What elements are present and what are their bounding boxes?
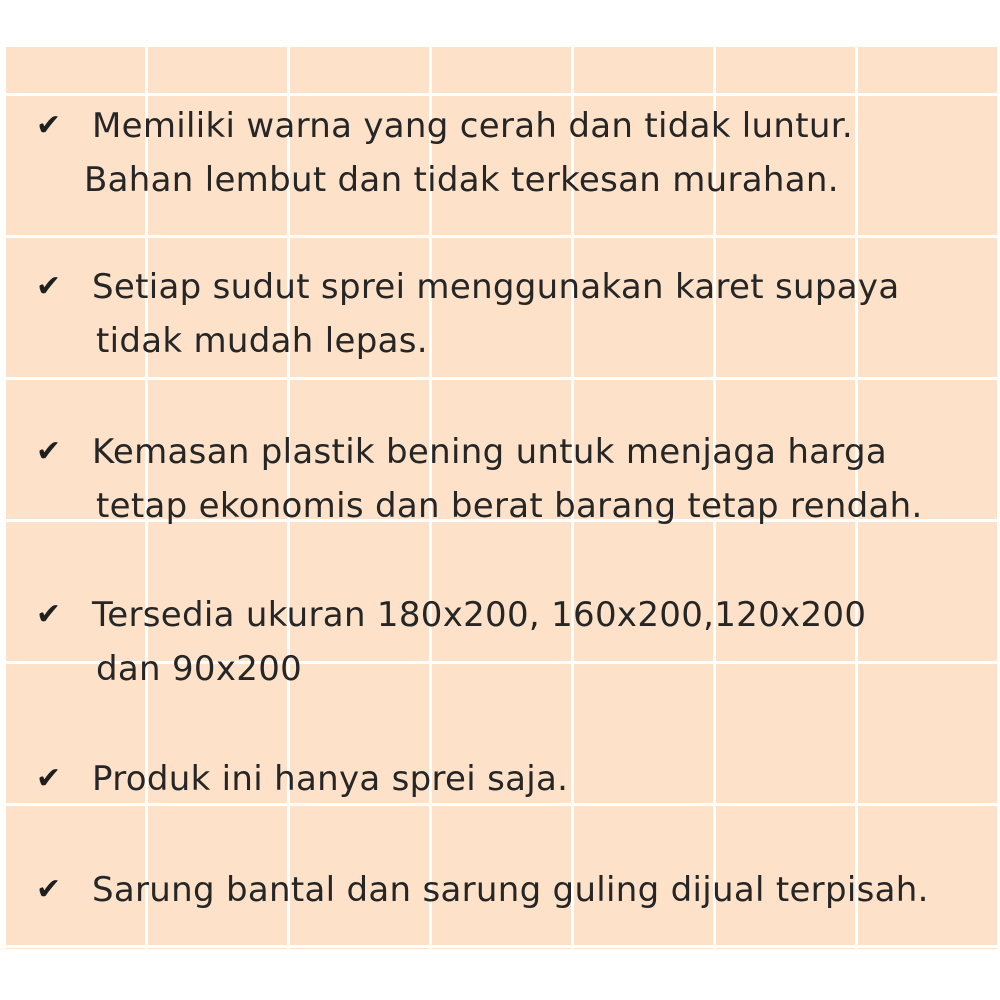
check-icon: ✔ [36, 434, 62, 469]
feature-panel [4, 47, 1000, 949]
check-icon: ✔ [36, 761, 62, 796]
check-icon: ✔ [36, 269, 62, 304]
feature-text-line: Sarung bantal dan sarung guling dijual terpisah. [92, 870, 929, 910]
check-icon: ✔ [36, 872, 62, 907]
feature-text-line: Setiap sudut sprei menggunakan karet supaya [92, 267, 900, 307]
feature-text-line: Bahan lembut dan tidak terkesan murahan. [84, 160, 839, 200]
feature-text-line: Tersedia ukuran 180x200, 160x200,120x200 [92, 595, 867, 635]
feature-text-line: Produk ini hanya sprei saja. [92, 759, 569, 799]
feature-text-line: tetap ekonomis dan berat barang tetap rendah. [96, 486, 923, 526]
feature-text-line: Memiliki warna yang cerah dan tidak luntur. [92, 106, 853, 146]
check-icon: ✔ [36, 108, 62, 143]
feature-text-line: dan 90x200 [96, 649, 303, 689]
check-icon: ✔ [36, 597, 62, 632]
feature-text-line: Kemasan plastik bening untuk menjaga harga [92, 432, 888, 472]
feature-text-line: tidak mudah lepas. [96, 321, 428, 361]
